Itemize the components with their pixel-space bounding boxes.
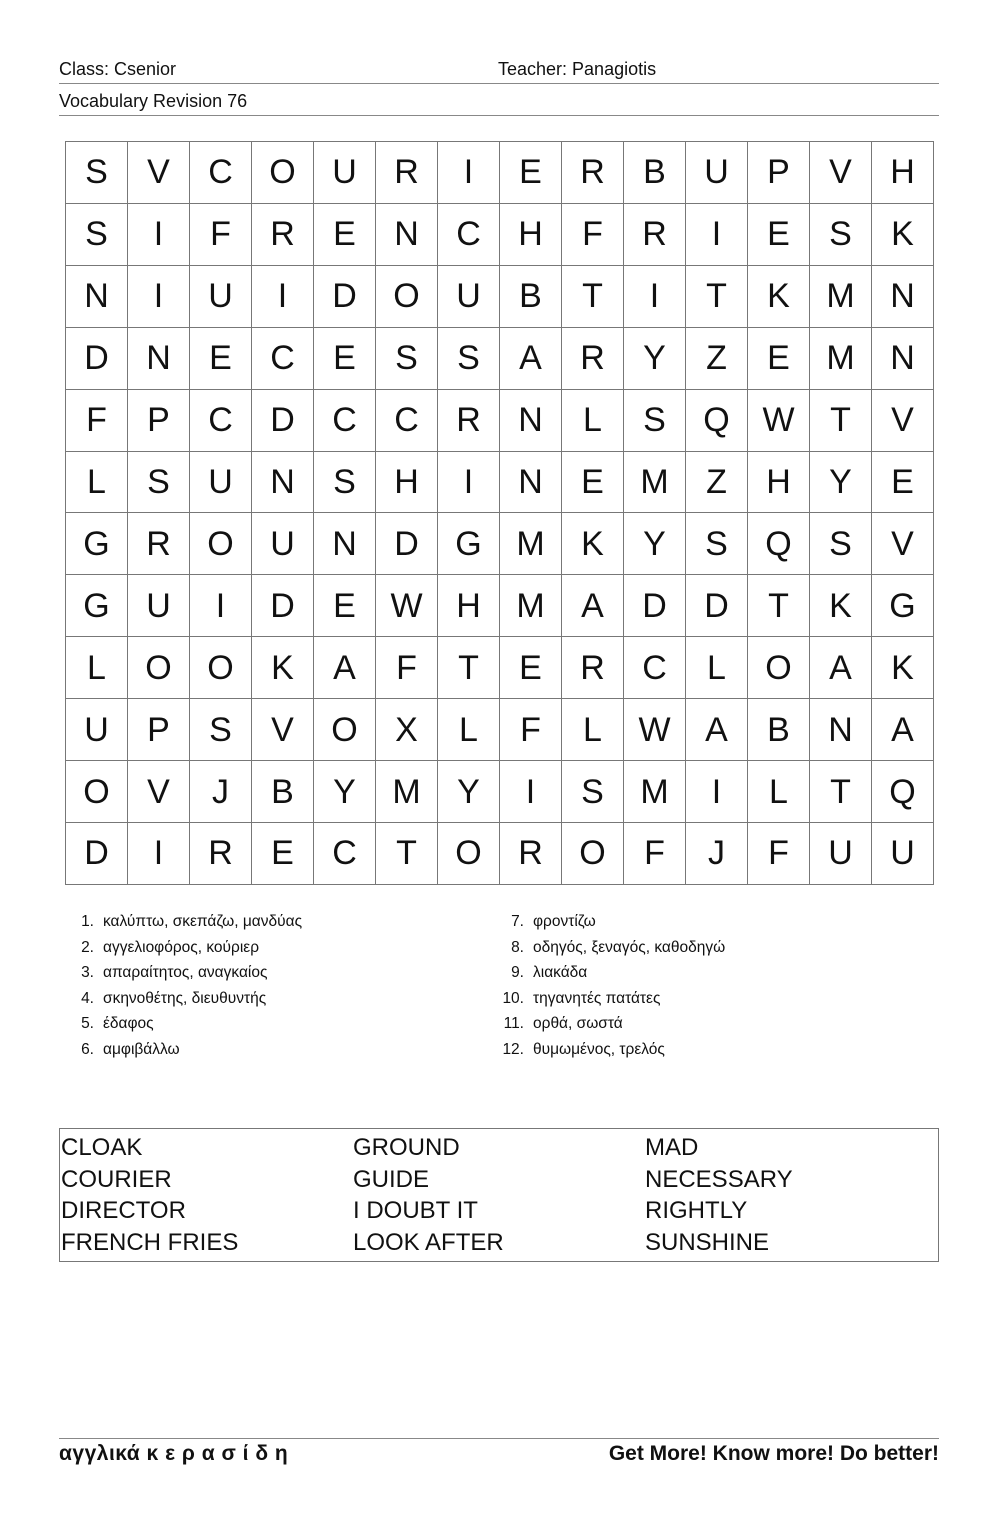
grid-cell[interactable]: C: [376, 389, 438, 451]
grid-cell[interactable]: R: [500, 822, 562, 884]
grid-cell[interactable]: H: [872, 142, 934, 204]
grid-cell[interactable]: R: [252, 203, 314, 265]
clue-text: ορθά, σωστά: [533, 1015, 623, 1033]
clue-text: φροντίζω: [533, 913, 596, 930]
grid-cell[interactable]: D: [252, 389, 314, 451]
grid-cell[interactable]: A: [500, 327, 562, 389]
grid-cell[interactable]: V: [128, 761, 190, 823]
grid-cell[interactable]: R: [438, 389, 500, 451]
grid-cell[interactable]: S: [314, 451, 376, 513]
footer-brand: αγγλικά κ ε ρ α σ ί δ η: [59, 1442, 289, 1465]
grid-cell[interactable]: V: [128, 142, 190, 204]
word-bank-word: SUNSHINE: [645, 1229, 770, 1257]
class-label: Class: Csenior: [59, 59, 177, 79]
grid-cell[interactable]: I: [500, 761, 562, 823]
grid-cell[interactable]: O: [190, 513, 252, 575]
worksheet-title: Vocabulary Revision 76: [59, 91, 248, 111]
grid-cell[interactable]: U: [314, 142, 376, 204]
grid-cell[interactable]: I: [686, 761, 748, 823]
clue-number: 2.: [81, 938, 94, 956]
grid-cell[interactable]: L: [686, 637, 748, 699]
grid-cell[interactable]: C: [252, 327, 314, 389]
clue-text: απαραίτητος, αναγκαίος: [103, 964, 268, 982]
grid-cell[interactable]: E: [872, 451, 934, 513]
clue-number: 8.: [511, 938, 524, 956]
grid-cell[interactable]: D: [686, 575, 748, 637]
grid-cell[interactable]: D: [66, 822, 128, 884]
grid-cell[interactable]: L: [748, 761, 810, 823]
clue-number: 7.: [511, 913, 524, 930]
grid-cell[interactable]: R: [376, 142, 438, 204]
grid-cell[interactable]: Y: [624, 327, 686, 389]
clue-text: έδαφος: [103, 1015, 154, 1033]
grid-cell[interactable]: U: [438, 265, 500, 327]
grid-cell[interactable]: N: [314, 513, 376, 575]
grid-cell[interactable]: S: [686, 513, 748, 575]
grid-cell[interactable]: F: [376, 637, 438, 699]
clue-text: αμφιβάλλω: [103, 1040, 180, 1058]
grid-cell[interactable]: H: [438, 575, 500, 637]
grid-cell[interactable]: I: [624, 265, 686, 327]
grid-cell[interactable]: G: [872, 575, 934, 637]
word-bank-word: GUIDE: [353, 1165, 430, 1193]
clues-column-left: [64, 913, 302, 1067]
clue-text: θυμωμένος, τρελός: [533, 1040, 665, 1058]
grid-cell[interactable]: D: [624, 575, 686, 637]
grid-cell[interactable]: O: [128, 637, 190, 699]
grid-cell[interactable]: Q: [686, 389, 748, 451]
grid-cell[interactable]: R: [190, 822, 252, 884]
grid-cell[interactable]: S: [438, 327, 500, 389]
grid-row: [66, 761, 934, 823]
grid-cell[interactable]: I: [128, 265, 190, 327]
clue-number: 5.: [81, 1015, 94, 1033]
word-bank-column: [61, 1132, 238, 1259]
clue-item: [64, 990, 302, 1016]
grid-cell[interactable]: B: [748, 699, 810, 761]
grid-cell[interactable]: T: [810, 761, 872, 823]
grid-cell[interactable]: M: [810, 265, 872, 327]
grid-cell[interactable]: A: [810, 637, 872, 699]
grid-cell[interactable]: E: [314, 575, 376, 637]
grid-cell[interactable]: W: [748, 389, 810, 451]
grid-cell[interactable]: Y: [314, 761, 376, 823]
grid-cell[interactable]: D: [66, 327, 128, 389]
grid-cell[interactable]: V: [872, 513, 934, 575]
word-bank-column: [353, 1132, 504, 1259]
grid-cell[interactable]: E: [748, 203, 810, 265]
grid-cell[interactable]: D: [252, 575, 314, 637]
grid-cell[interactable]: R: [562, 142, 624, 204]
grid-cell[interactable]: K: [562, 513, 624, 575]
grid-cell[interactable]: K: [810, 575, 872, 637]
grid-cell[interactable]: I: [438, 142, 500, 204]
grid-cell[interactable]: Y: [438, 761, 500, 823]
grid-cell[interactable]: G: [66, 575, 128, 637]
clue-number: 6.: [81, 1040, 94, 1058]
grid-cell[interactable]: O: [438, 822, 500, 884]
grid-cell[interactable]: U: [190, 451, 252, 513]
grid-cell[interactable]: N: [66, 265, 128, 327]
grid-cell[interactable]: K: [872, 637, 934, 699]
word-bank-word: DIRECTOR: [61, 1197, 186, 1225]
word-bank-word: I DOUBT IT: [353, 1197, 478, 1225]
grid-cell[interactable]: T: [686, 265, 748, 327]
grid-cell[interactable]: K: [748, 265, 810, 327]
grid-cell[interactable]: N: [872, 265, 934, 327]
grid-cell[interactable]: F: [748, 822, 810, 884]
grid-cell[interactable]: H: [376, 451, 438, 513]
clue-text: τηγανητές πατάτες: [533, 989, 661, 1007]
grid-cell[interactable]: V: [810, 142, 872, 204]
grid-cell[interactable]: M: [500, 513, 562, 575]
grid-row: [66, 575, 934, 637]
grid-cell[interactable]: A: [872, 699, 934, 761]
grid-cell[interactable]: V: [872, 389, 934, 451]
grid-cell[interactable]: S: [810, 513, 872, 575]
grid-cell[interactable]: C: [314, 822, 376, 884]
grid-cell[interactable]: E: [314, 327, 376, 389]
grid-cell[interactable]: O: [562, 822, 624, 884]
clue-number: 11.: [503, 1015, 524, 1033]
clue-item: [64, 964, 302, 990]
word-bank-word: LOOK AFTER: [353, 1229, 504, 1257]
grid-row: [66, 451, 934, 513]
grid-cell[interactable]: B: [624, 142, 686, 204]
grid-cell[interactable]: R: [562, 327, 624, 389]
grid-cell[interactable]: Q: [748, 513, 810, 575]
grid-cell[interactable]: K: [252, 637, 314, 699]
grid-cell[interactable]: W: [624, 699, 686, 761]
clue-text: λιακάδα: [533, 964, 588, 982]
grid-cell[interactable]: L: [66, 637, 128, 699]
grid-cell[interactable]: C: [314, 389, 376, 451]
grid-cell[interactable]: S: [810, 203, 872, 265]
clue-text: καλύπτω, σκεπάζω, μανδύας: [103, 913, 303, 930]
grid-cell[interactable]: E: [562, 451, 624, 513]
grid-cell[interactable]: L: [66, 451, 128, 513]
grid-cell[interactable]: P: [128, 389, 190, 451]
grid-row: [66, 637, 934, 699]
clue-text: αγγελιοφόρος, κούριερ: [103, 938, 260, 956]
grid-cell[interactable]: B: [500, 265, 562, 327]
grid-cell[interactable]: S: [128, 451, 190, 513]
grid-cell[interactable]: F: [190, 203, 252, 265]
grid-cell[interactable]: D: [376, 513, 438, 575]
grid-cell[interactable]: M: [500, 575, 562, 637]
word-bank: [59, 1128, 939, 1262]
grid-cell[interactable]: N: [128, 327, 190, 389]
grid-cell[interactable]: O: [66, 761, 128, 823]
clue-item: [64, 939, 302, 965]
grid-cell[interactable]: Q: [872, 761, 934, 823]
clue-item: [64, 1015, 302, 1041]
grid-cell[interactable]: R: [562, 637, 624, 699]
grid-cell[interactable]: G: [438, 513, 500, 575]
grid-cell[interactable]: R: [128, 513, 190, 575]
clue-item: [494, 913, 725, 939]
grid-cell[interactable]: I: [190, 575, 252, 637]
grid-cell[interactable]: A: [562, 575, 624, 637]
grid-cell[interactable]: E: [748, 327, 810, 389]
grid-row: [66, 389, 934, 451]
grid-row: [66, 327, 934, 389]
grid-cell[interactable]: T: [562, 265, 624, 327]
grid-row: [66, 203, 934, 265]
grid-cell[interactable]: Z: [686, 327, 748, 389]
grid-cell[interactable]: E: [500, 637, 562, 699]
grid-cell[interactable]: U: [686, 142, 748, 204]
grid-cell[interactable]: M: [624, 761, 686, 823]
grid-row: [66, 142, 934, 204]
grid-cell[interactable]: U: [810, 822, 872, 884]
grid-cell[interactable]: E: [500, 142, 562, 204]
grid-cell[interactable]: Y: [810, 451, 872, 513]
grid-cell[interactable]: N: [252, 451, 314, 513]
grid-cell[interactable]: I: [438, 451, 500, 513]
title-row: [59, 91, 939, 116]
grid-row: [66, 513, 934, 575]
clue-number: 1.: [81, 913, 94, 930]
grid-cell[interactable]: S: [376, 327, 438, 389]
grid-cell[interactable]: F: [562, 203, 624, 265]
grid-cell[interactable]: O: [314, 699, 376, 761]
grid-cell[interactable]: L: [562, 699, 624, 761]
grid-cell[interactable]: O: [376, 265, 438, 327]
clue-item: [494, 939, 725, 965]
grid-cell[interactable]: Y: [624, 513, 686, 575]
grid-cell[interactable]: J: [190, 761, 252, 823]
grid-cell[interactable]: A: [686, 699, 748, 761]
word-search-grid: [65, 141, 934, 885]
grid-cell[interactable]: U: [128, 575, 190, 637]
footer-divider: [59, 1438, 939, 1439]
grid-cell[interactable]: E: [190, 327, 252, 389]
grid-cell[interactable]: B: [252, 761, 314, 823]
grid-cell[interactable]: N: [872, 327, 934, 389]
word-bank-word: CLOAK: [61, 1134, 143, 1161]
grid-cell[interactable]: O: [190, 637, 252, 699]
grid-cell[interactable]: G: [66, 513, 128, 575]
grid-cell[interactable]: F: [66, 389, 128, 451]
grid-cell[interactable]: R: [624, 203, 686, 265]
grid-cell[interactable]: K: [872, 203, 934, 265]
grid-cell[interactable]: S: [562, 761, 624, 823]
grid-cell[interactable]: T: [810, 389, 872, 451]
grid-cell[interactable]: S: [66, 203, 128, 265]
grid-cell[interactable]: Z: [686, 451, 748, 513]
clue-number: 10.: [502, 989, 524, 1007]
grid-cell[interactable]: N: [810, 699, 872, 761]
grid-cell[interactable]: H: [500, 203, 562, 265]
clue-text: σκηνοθέτης, διευθυντής: [103, 989, 267, 1007]
grid-cell[interactable]: O: [252, 142, 314, 204]
grid-cell[interactable]: J: [686, 822, 748, 884]
clue-item: [494, 1041, 725, 1067]
grid-cell[interactable]: N: [500, 389, 562, 451]
grid-cell[interactable]: P: [748, 142, 810, 204]
clues-column-right: [494, 913, 725, 1067]
grid-cell[interactable]: C: [190, 389, 252, 451]
grid-cell[interactable]: I: [128, 822, 190, 884]
grid-cell[interactable]: I: [128, 203, 190, 265]
word-bank-word: GROUND: [353, 1134, 460, 1161]
word-bank-word: NECESSARY: [645, 1165, 793, 1193]
grid-cell[interactable]: T: [748, 575, 810, 637]
grid-cell[interactable]: C: [190, 142, 252, 204]
word-bank-word: COURIER: [61, 1165, 172, 1193]
word-bank-word: MAD: [645, 1134, 699, 1161]
grid-row: [66, 699, 934, 761]
grid-cell[interactable]: I: [686, 203, 748, 265]
grid-cell[interactable]: S: [624, 389, 686, 451]
grid-cell[interactable]: M: [376, 761, 438, 823]
grid-cell[interactable]: L: [438, 699, 500, 761]
grid-cell[interactable]: U: [252, 513, 314, 575]
grid-cell[interactable]: F: [500, 699, 562, 761]
grid-cell[interactable]: I: [252, 265, 314, 327]
grid-cell[interactable]: N: [376, 203, 438, 265]
grid-cell[interactable]: W: [376, 575, 438, 637]
clue-item: [494, 990, 725, 1016]
clue-number: 12.: [502, 1040, 524, 1058]
grid-cell[interactable]: D: [314, 265, 376, 327]
clue-item: [494, 1015, 725, 1041]
grid-cell[interactable]: S: [190, 699, 252, 761]
grid-cell[interactable]: M: [624, 451, 686, 513]
grid-cell[interactable]: A: [314, 637, 376, 699]
grid-cell[interactable]: X: [376, 699, 438, 761]
grid-cell[interactable]: C: [438, 203, 500, 265]
grid-cell[interactable]: U: [872, 822, 934, 884]
grid-cell[interactable]: U: [190, 265, 252, 327]
word-bank-column: [645, 1132, 793, 1259]
grid-cell[interactable]: L: [562, 389, 624, 451]
grid-cell[interactable]: E: [252, 822, 314, 884]
clue-item: [64, 913, 302, 939]
grid-cell[interactable]: E: [314, 203, 376, 265]
grid-cell[interactable]: T: [376, 822, 438, 884]
grid-cell[interactable]: M: [810, 327, 872, 389]
grid-row: [66, 265, 934, 327]
clue-text: οδηγός, ξεναγός, καθοδηγώ: [533, 938, 726, 956]
grid-cell[interactable]: C: [624, 637, 686, 699]
grid-cell[interactable]: O: [748, 637, 810, 699]
grid-cell[interactable]: S: [66, 142, 128, 204]
header-row: [59, 59, 939, 84]
clue-number: 9.: [511, 964, 524, 982]
grid-cell[interactable]: V: [252, 699, 314, 761]
footer-slogan: Get More! Know more! Do better!: [608, 1442, 939, 1465]
word-bank-word: RIGHTLY: [645, 1197, 748, 1225]
clue-item: [64, 1041, 302, 1067]
grid-cell[interactable]: T: [438, 637, 500, 699]
teacher-label: Teacher: Panagiotis: [498, 59, 657, 79]
grid-cell[interactable]: H: [748, 451, 810, 513]
grid-cell[interactable]: F: [624, 822, 686, 884]
word-bank-word: FRENCH FRIES: [61, 1229, 239, 1257]
grid-cell[interactable]: U: [66, 699, 128, 761]
clue-number: 3.: [81, 964, 94, 982]
grid-row: [66, 822, 934, 884]
clue-item: [494, 964, 725, 990]
grid-cell[interactable]: N: [500, 451, 562, 513]
grid-cell[interactable]: P: [128, 699, 190, 761]
clue-number: 4.: [81, 989, 94, 1007]
